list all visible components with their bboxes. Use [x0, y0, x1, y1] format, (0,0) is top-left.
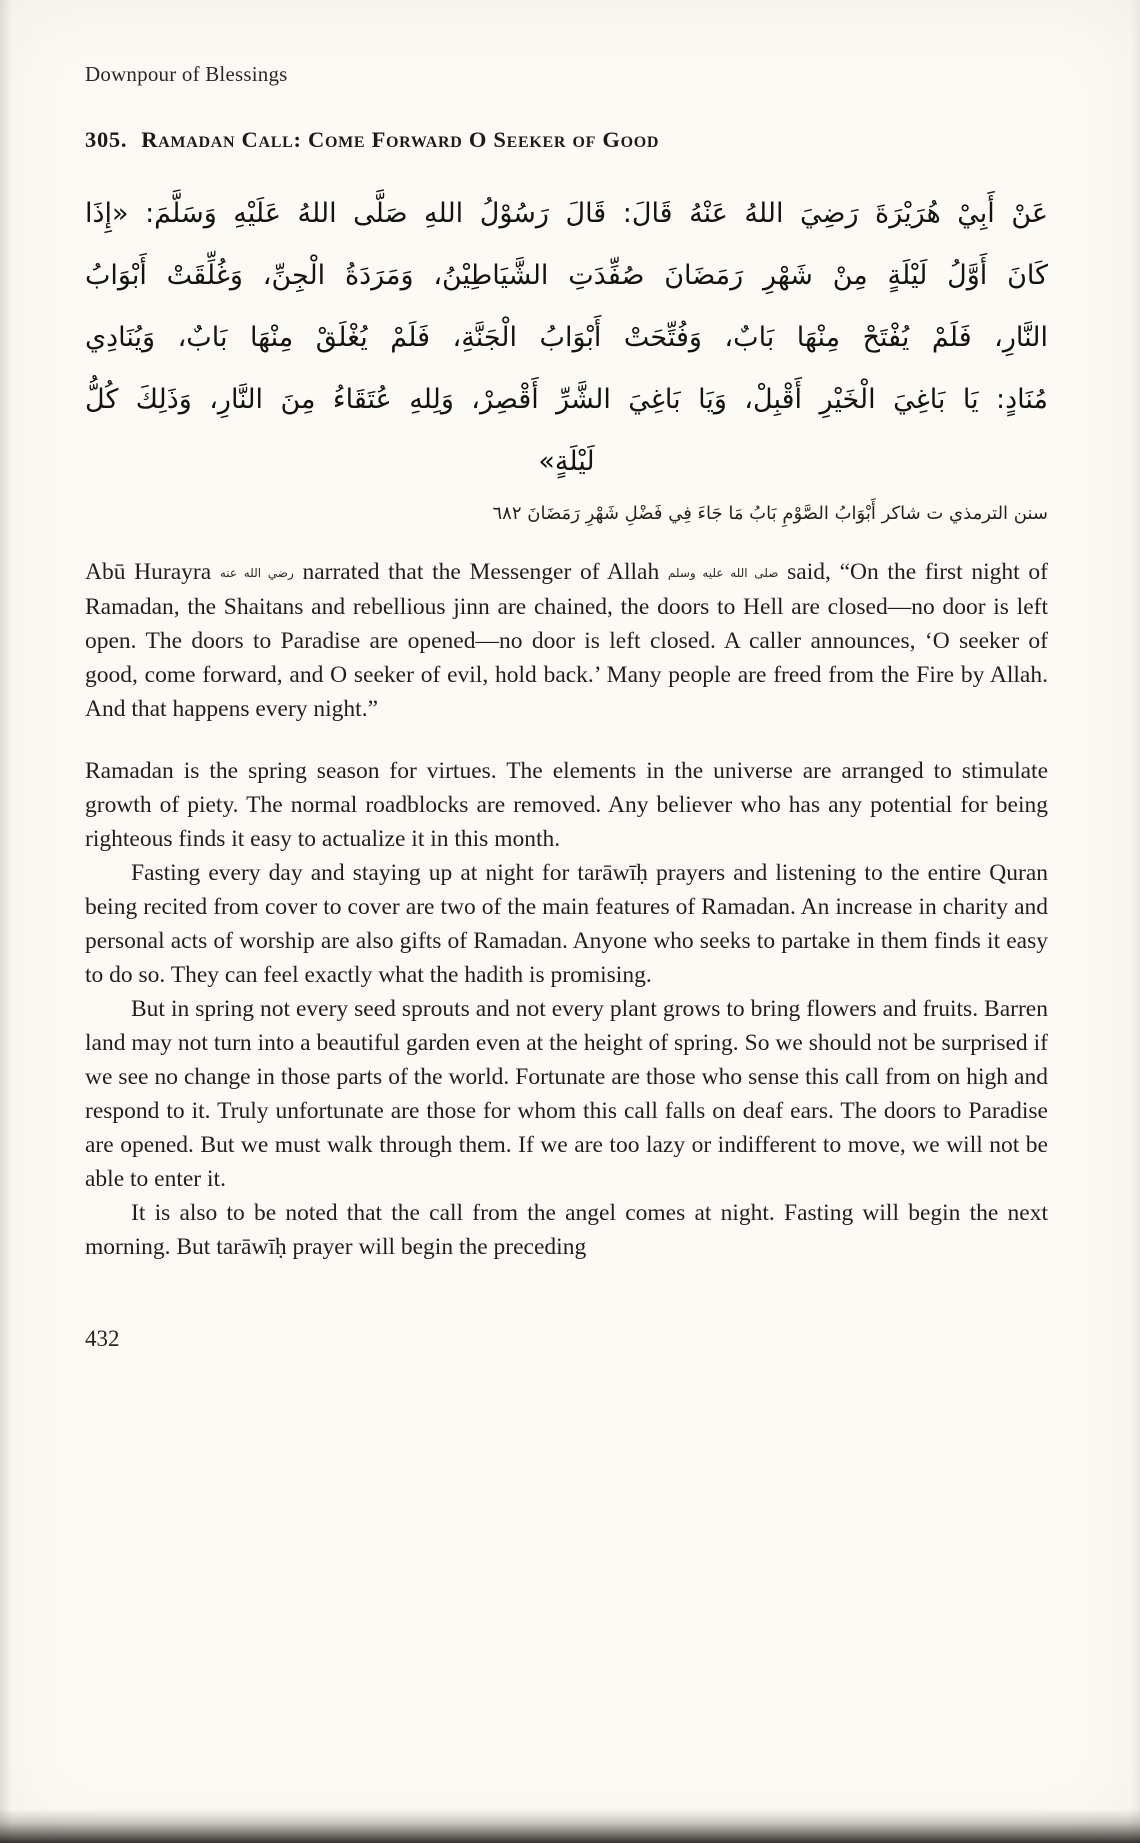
arabic-line: عَنْ أَبِيْ هُرَيْرَةَ رَضِيَ اللهُ عَنْهُ قَالَ: قَالَ رَسُوْلُ اللهِ صَلَّى اللهُ عَلَيْهِ وَسَلَّمَ: «إِذَا [85, 198, 1048, 229]
arabic-line: كَانَ أَوَّلُ لَيْلَةٍ مِنْ شَهْرِ رَمَضَانَ صُفِّدَتِ الشَّيَاطِيْنُ، وَمَرَدَةُ الْجِنِّ، وَغُلِّقَتْ أَبْوَابُ [85, 260, 1048, 291]
radiallahu-anhu-honorific: رضي الله عنه [219, 566, 294, 580]
scan-edge-bottom [0, 1809, 1140, 1843]
page-number: 432 [85, 1326, 120, 1351]
section-number: 305. [85, 127, 128, 152]
commentary-paragraph: But in spring not every seed sprouts and not every plant grows to bring flowers and fruits. Barren land may not turn into a beautiful garden even at the height of spring. So we should not be surprised if we see no change in those parts of the world. Fortunate are those who sense this call from on high and respond to it. Truly unfortunate are those for whom this call falls on deaf ears. The doors to Paradise are opened. But we must walk through them. If we are too lazy or indifferent to move, we will not be able to enter it. [85, 996, 1048, 1192]
arabic-line-last: لَيْلَةٍ» [538, 446, 595, 477]
section-title: Ramadan Call: Come Forward O Seeker of Good [141, 127, 660, 152]
commentary-paragraph: It is also to be noted that the call from the angel comes at night. Fasting will begin the next morning. But tarāwīḥ prayer will begin the preceding [85, 1200, 1048, 1260]
running-header: Downpour of Blessings [85, 62, 288, 86]
arabic-line: النَّارِ، فَلَمْ يُفْتَحْ مِنْهَا بَابٌ، وَفُتِّحَتْ أَبْوَابُ الْجَنَّةِ، فَلَمْ يُغْلَقْ مِنْهَا بَابٌ، وَيُنَادِي [85, 322, 1048, 353]
sallallahu-alayhi-wasallam-honorific: صلى الله عليه وسلم [667, 566, 779, 580]
commentary-paragraph: Fasting every day and staying up at night for tarāwīḥ prayers and listening to the entire Quran being recited from cover to cover are two of the main features of Ramadan. An increase in charity and personal acts of worship are also gifts of Ramadan. Anyone who seeks to partake in them finds it easy to do so. They can feel exactly what the hadith is promising. [85, 860, 1048, 988]
section-heading [85, 127, 1048, 153]
translation-text: Abū Hurayra [85, 559, 220, 585]
commentary-paragraph: Ramadan is the spring season for virtues. The elements in the universe are arranged to stimulate growth of piety. The normal roadblocks are removed. Any believer who has any potential for being righteous finds it easy to actualize it in this month. [85, 758, 1048, 852]
translation-text: narrated that the Messenger of Allah [293, 559, 668, 585]
hadith-source-citation: سنن الترمذي ت شاكر أَبْوَابُ الصَّوْمِ بَابُ مَا جَاءَ فِي فَضْلِ شَهْرِ رَمَضَانَ ٦٨٢ [492, 503, 1048, 524]
translation-text: said, “On the first night of Ramadan, the Shaitans and rebellious jinn are chained, the doors to Hell are closed—no door is left open. The doors to Paradise are opened—no door is left closed. A caller announces, ‘O seeker of good, come forward, and O seeker of evil, hold back.’ Many people are freed from the Fire by Allah. And that happens every night.” [85, 559, 1048, 722]
arabic-line: مُنَادٍ: يَا بَاغِيَ الْخَيْرِ أَقْبِلْ، وَيَا بَاغِيَ الشَّرِّ أَقْصِرْ، وَلِلهِ عُتَقَاءُ مِنَ النَّارِ، وَذَلِكَ كُلُّ [85, 384, 1048, 415]
hadith-translation [85, 555, 1048, 726]
hadith-arabic-text [85, 183, 1048, 493]
